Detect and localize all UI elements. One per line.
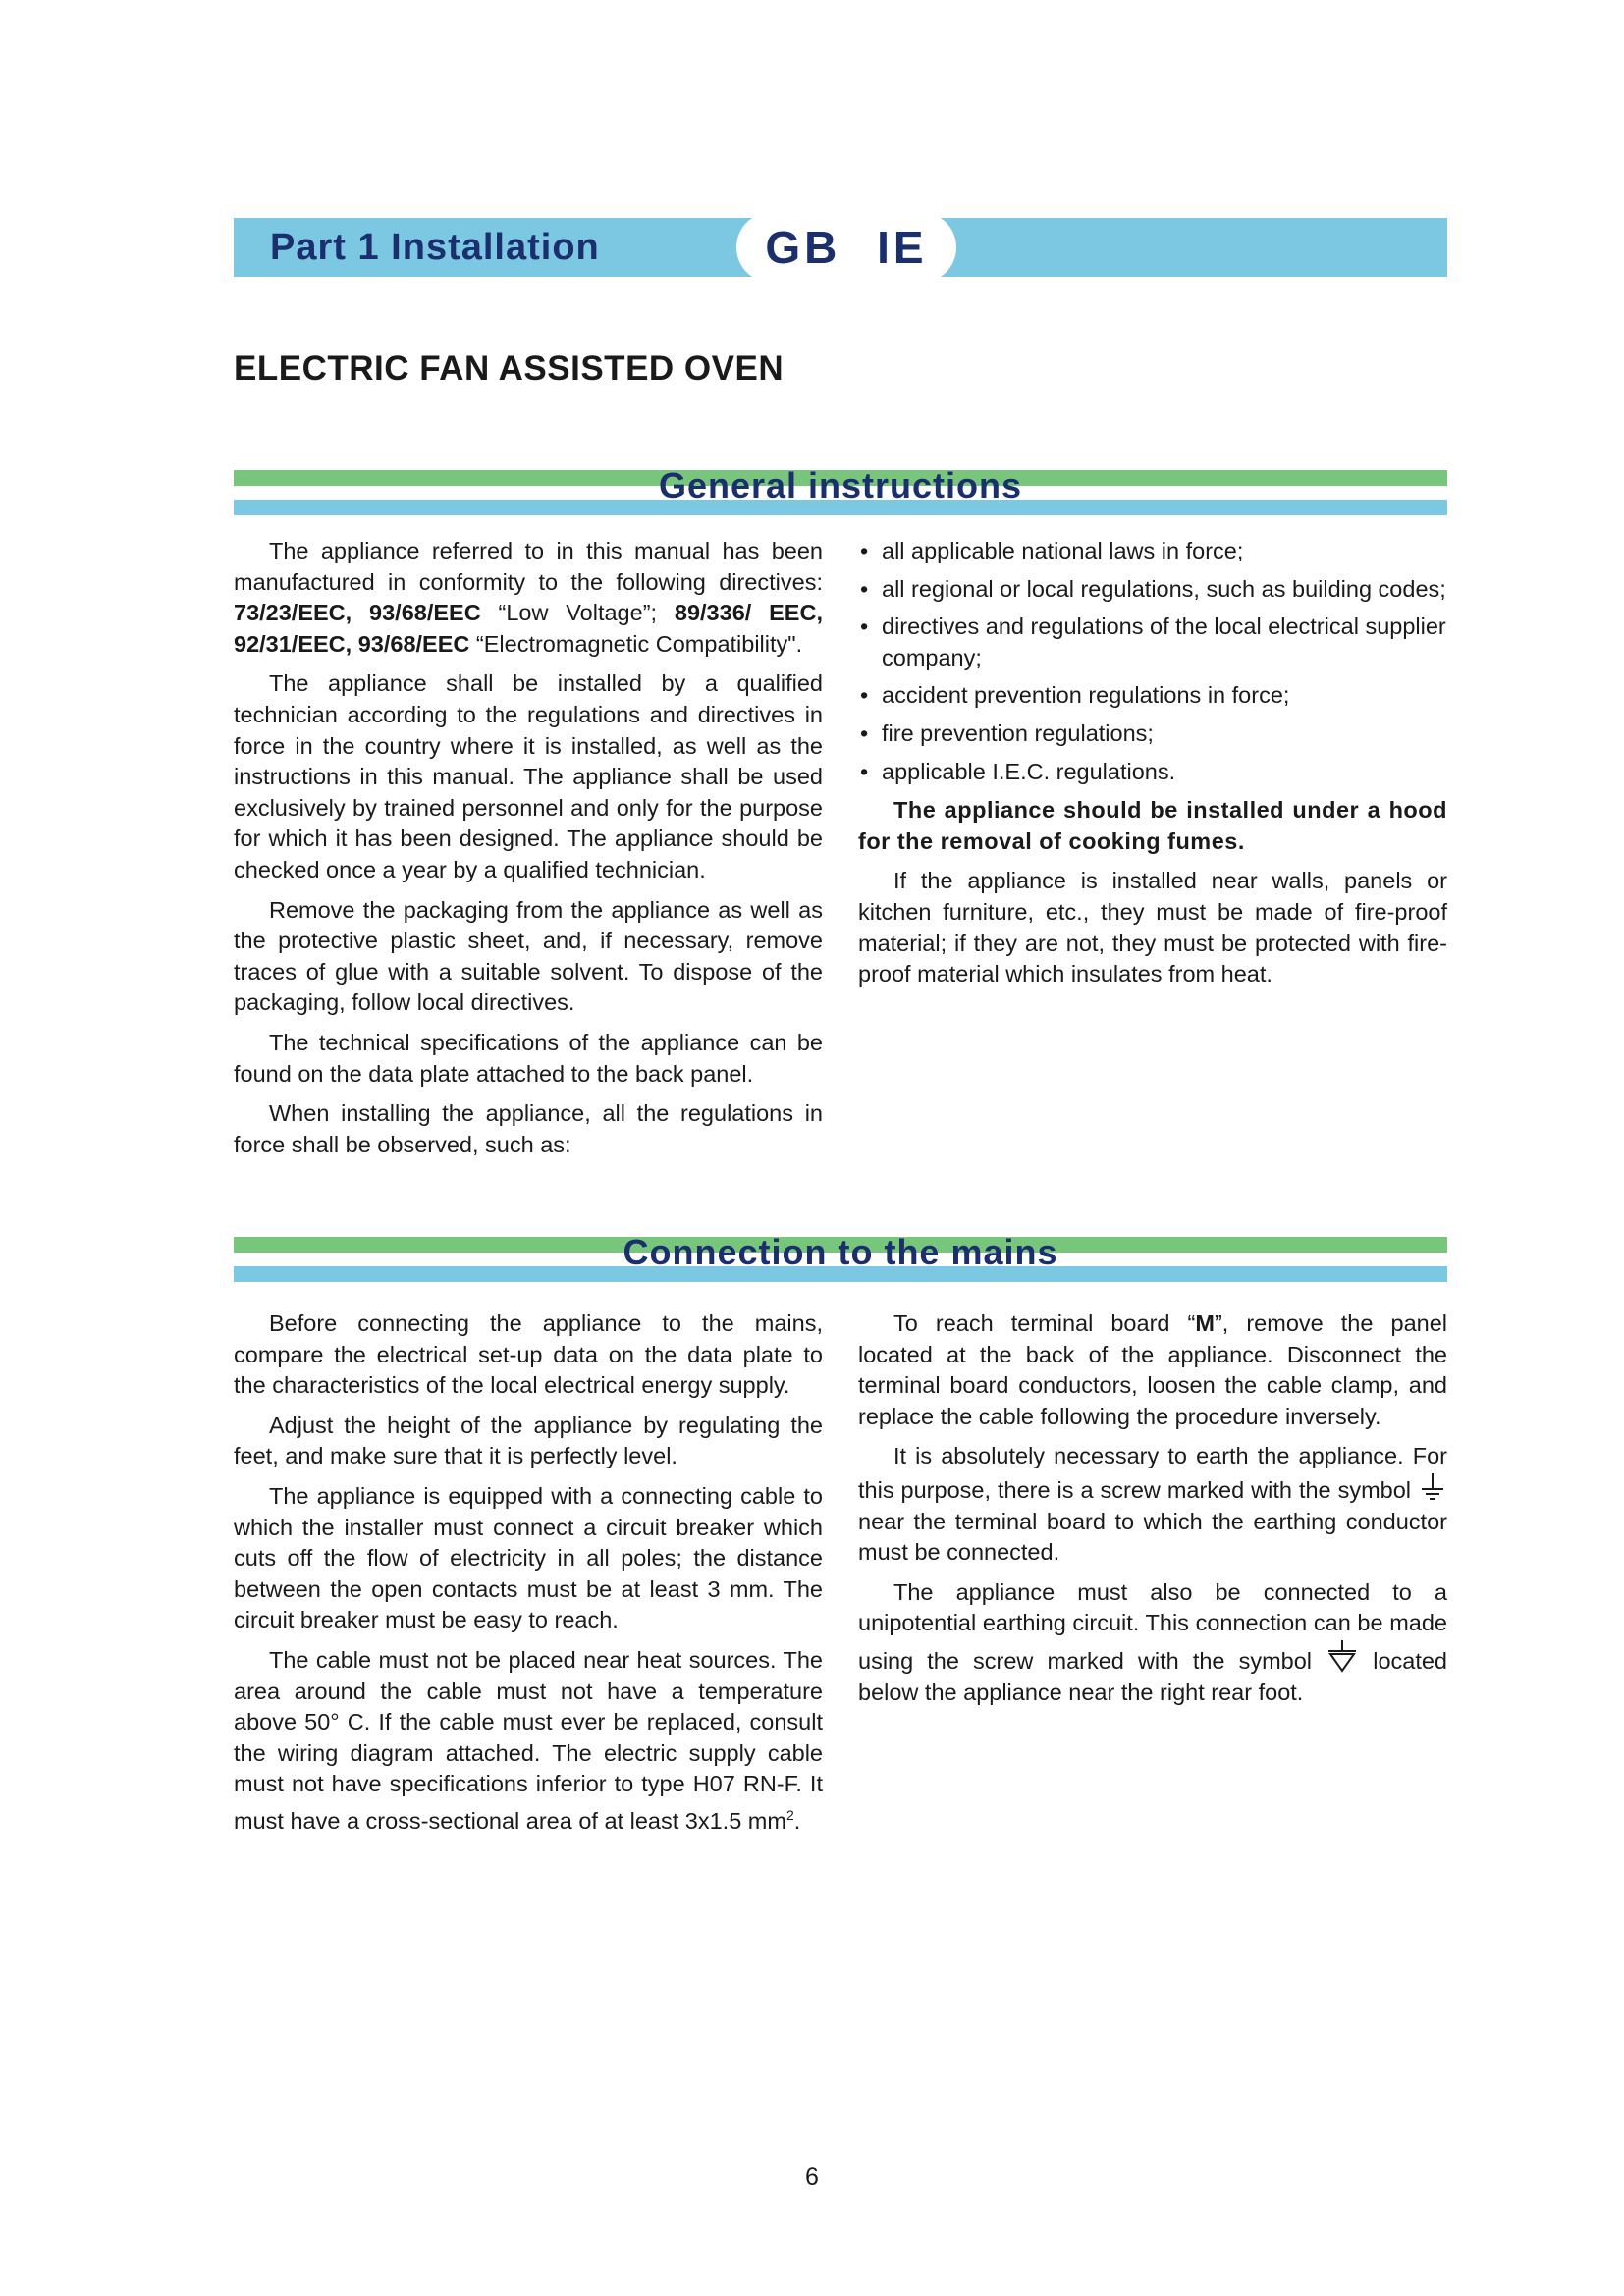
earth-ground-icon (1418, 1472, 1447, 1502)
list-item: • accident prevention regulations in force; (858, 680, 1447, 712)
paragraph-qualified-technician: The appliance shall be installed by a qualified technician according to the regulations and directives in force in the country where it is installed, as well as the instructions in this manual. The appliance shall be used exclusively by trained personnel and only for the purpose for which it has been designed. The appliance should be checked once a year by a qualified technician. (234, 670, 823, 882)
hood-note: The appliance should be installed under a hood for the removal of cooking fumes. (858, 797, 1447, 854)
document-title: ELECTRIC FAN ASSISTED OVEN (234, 349, 785, 388)
list-item: • fire prevention regulations; (858, 719, 1447, 750)
general-left-column (234, 536, 823, 1169)
connection-right-column (858, 1308, 1447, 1717)
page-number: 6 (805, 2163, 819, 2191)
list-item: • applicable I.E.C. regulations. (858, 757, 1447, 788)
connection-left-column (234, 1308, 823, 1845)
regulations-list (858, 536, 1447, 787)
paragraph-compare-data: Before connecting the appliance to the mains, compare the electrical set-up data on the data plate to the characteristics of the local electrical energy supply. (234, 1310, 823, 1399)
text: The appliance must also be connected to a unipotential earthing circuit. This connection can be made using the screw marked with the symbol (858, 1578, 1447, 1674)
paragraph-data-plate: The technical specifications of the appliance can be found on the data plate attached to the back panel. (234, 1029, 823, 1087)
paragraph-circuit-breaker: The appliance is equipped with a connecting cable to which the installer must connect a circuit breaker which cuts off the flow of electricity in all poles; the distance between the open contacts must be at least 3 mm. The circuit breaker must be easy to reach. (234, 1482, 823, 1633)
language-badge (736, 212, 956, 283)
text: To reach terminal board “ (893, 1310, 1196, 1336)
paragraph-terminal-board (858, 1308, 1447, 1432)
equipotential-icon (1326, 1639, 1359, 1673)
paragraph-directives (234, 536, 823, 660)
list-item: • all applicable national laws in force; (858, 536, 1447, 567)
list-item: • all regional or local regulations, such as building codes; (858, 574, 1447, 606)
directive-codes: 73/23/EEC, 93/68/EEC (234, 600, 481, 626)
superscript: 2 (785, 1806, 794, 1823)
text: ”, remove the panel located at the back of the appliance. Disconnect the terminal board conductors, loosen the cable clamp, and replace the cable following the procedure inversely. (858, 1310, 1447, 1429)
text: It is absolutely necessary to earth the appliance. For this purpose, there is a screw marked with the symbol (858, 1443, 1447, 1503)
text: “Electromagnetic Compatibility". (469, 630, 803, 657)
text: The cable must not be placed near heat sources. The area around the cable must not have a temperature above 50° C. If the cable must ever be replaced, consult the wiring diagram attached. The electric supply cable must not have specifications inferior to type H07 RN-F. It must have a cross-sectional area of at least 3x1.5 mm (234, 1646, 823, 1834)
text: The appliance referred to in this manual has been manufactured in conformity to the following directives: (234, 538, 823, 595)
section-title-text: General instructions (658, 465, 1023, 506)
text: near the terminal board to which the earthing conductor must be connected. (858, 1508, 1447, 1566)
paragraph-cable (234, 1645, 823, 1837)
paragraph-unipotential (858, 1577, 1447, 1708)
directive-codes: 89/336/ EEC, 92/31/EEC, 93/68/EEC (234, 600, 823, 657)
general-right-column (858, 536, 1447, 999)
paragraph-packaging: Remove the packaging from the appliance as well as the protective plastic sheet, and, if necessary, remove traces of glue with a suitable solvent. To dispose of the packaging, follow local directives. (234, 896, 823, 1016)
paragraph-adjust-height: Adjust the height of the appliance by regulating the feet, and make sure that it is perfectly level. (234, 1412, 823, 1469)
paragraph-earthing (858, 1441, 1447, 1568)
text: . (793, 1807, 801, 1834)
text: located below the appliance near the right rear foot. (858, 1647, 1447, 1705)
terminal-label: M (1195, 1310, 1215, 1336)
part-title: Part 1 Installation (270, 227, 600, 268)
section-heading-general (234, 465, 1447, 515)
text: “Low Voltage”; (480, 600, 675, 626)
list-item: • directives and regulations of the local electrical supplier company; (858, 612, 1447, 673)
section-title (234, 1229, 1447, 1276)
language-codes: GB IE (765, 222, 928, 273)
paragraph-fireproof: If the appliance is installed near walls, panels or kitchen furniture, etc., they must be made of fire-proof material; if they are not, they must be protected with fire-proof material which insulates from heat. (858, 868, 1447, 988)
section-title-text: Connection to the mains (623, 1232, 1058, 1272)
section-heading-connection (234, 1232, 1447, 1282)
section-title (234, 462, 1447, 509)
paragraph-regulations: When installing the appliance, all the regulations in force shall be observed, such as: (234, 1100, 823, 1157)
